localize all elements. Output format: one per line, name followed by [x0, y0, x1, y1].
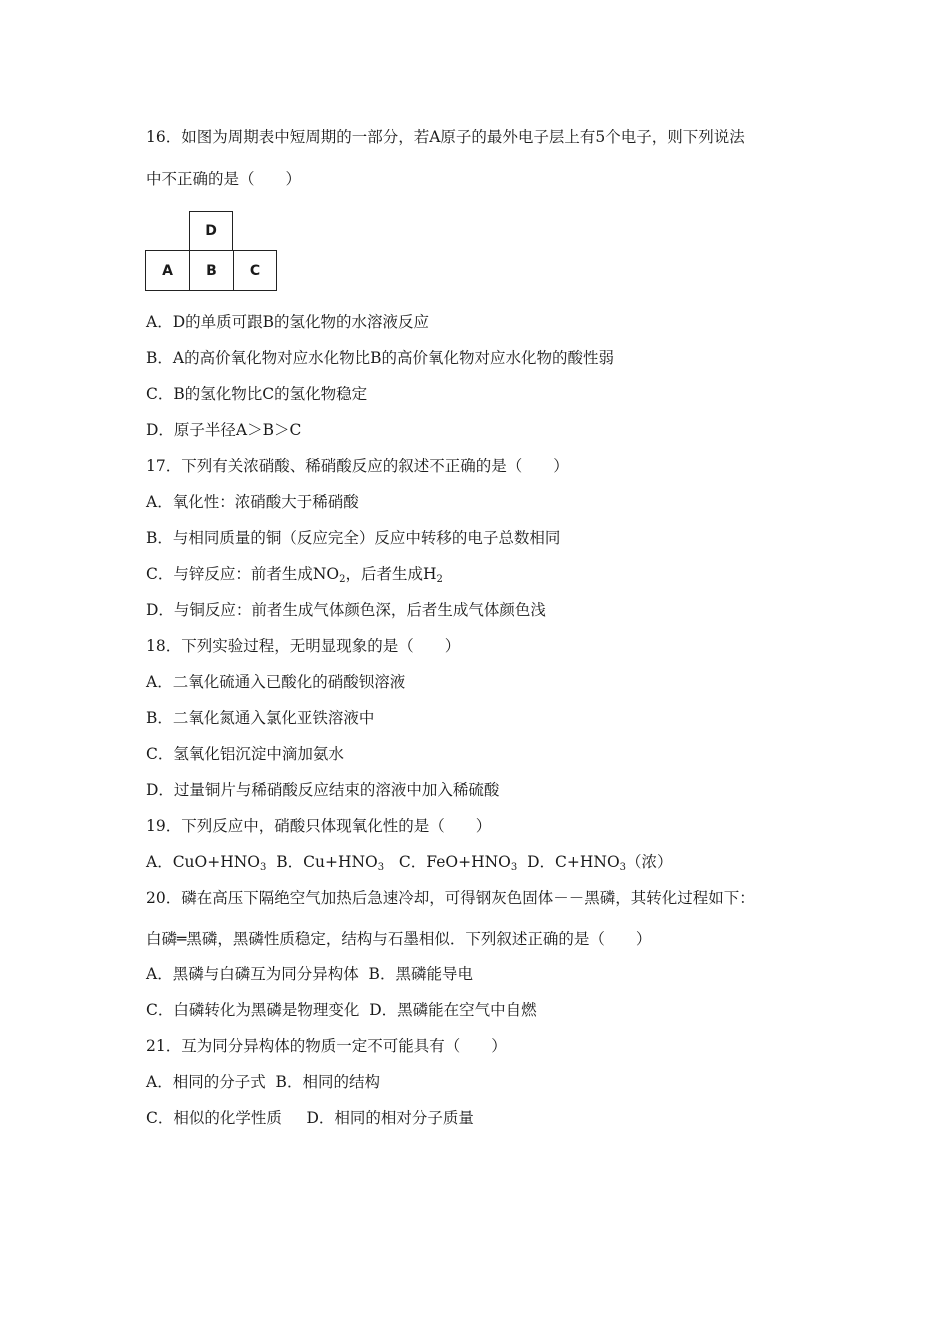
q18-option-c: C．氢氧化铝沉淀中滴加氨水 — [146, 745, 344, 763]
q19-opt-c: C．FeO+HNO — [384, 853, 511, 871]
q21-stem: 21．互为同分异构体的物质一定不可能具有（ ） — [146, 1037, 507, 1055]
q20-stem-line2: 白磷═黑磷，黑磷性质稳定，结构与石墨相似．下列叙述正确的是（ ） — [146, 930, 652, 948]
q19-stem: 19．下列反应中，硝酸只体现氧化性的是（ ） — [146, 817, 492, 835]
q19-sub-c: 3 — [510, 862, 518, 873]
q17-c-sub-2: 2 — [436, 574, 443, 585]
cell-c: C — [233, 250, 277, 291]
q16-option-c: C．B的氢化物比C的氢化物稳定 — [146, 385, 368, 403]
q19-opt-b: B．Cu+HNO — [266, 853, 378, 871]
q19-sub-a: 3 — [260, 862, 267, 873]
q19-opt-d: D．C+HNO — [517, 853, 620, 871]
q16-option-b: B．A的高价氧化物对应水化物比B的高价氧化物对应水化物的酸性弱 — [146, 349, 614, 367]
q16-option-d: D．原子半径A＞B＞C — [146, 421, 302, 439]
q18-option-d: D．过量铜片与稀硝酸反应结束的溶液中加入稀硫酸 — [146, 781, 500, 799]
q21-options-cd: C．相似的化学性质 D．相同的相对分子质量 — [146, 1109, 474, 1127]
q19-opt-a: A．CuO+HNO — [146, 853, 261, 871]
q19-options — [146, 852, 673, 872]
q16-stem-line1: 16．如图为周期表中短周期的一部分，若A原子的最外电子层上有5个电子，则下列说法 — [146, 128, 745, 146]
q18-option-b: B．二氧化氮通入氯化亚铁溶液中 — [146, 709, 375, 727]
q20-options-cd: C．白磷转化为黑磷是物理变化 D．黑磷能在空气中自燃 — [146, 1001, 537, 1019]
q19-opt-d-suffix: （浓） — [626, 853, 673, 871]
q17-c-sub-1: 2 — [339, 574, 346, 585]
q16-stem-line2: 中不正确的是（ ） — [146, 170, 302, 188]
q20-options-ab: A．黑磷与白磷互为同分异构体 B．黑磷能导电 — [146, 965, 473, 983]
q20-stem-line1: 20．磷在高压下隔绝空气加热后急速冷却，可得钢灰色固体－－黑磷，其转化过程如下： — [146, 889, 755, 907]
q17-c-text-2: ，后者生成H — [345, 565, 437, 583]
q19-sub-b: 3 — [377, 862, 385, 873]
q17-c-text-1: C．与锌反应：前者生成NO — [146, 565, 340, 583]
q17-option-a: A．氧化性：浓硝酸大于稀硝酸 — [146, 493, 359, 511]
periodic-table-fragment — [145, 211, 277, 291]
q18-option-a: A．二氧化硫通入已酸化的硝酸钡溶液 — [146, 673, 406, 691]
q18-stem: 18．下列实验过程，无明显现象的是（ ） — [146, 637, 461, 655]
cell-a: A — [145, 250, 190, 291]
q17-option-b: B．与相同质量的铜（反应完全）反应中转移的电子总数相同 — [146, 529, 561, 547]
q19-sub-d: 3 — [619, 862, 627, 873]
cell-d: D — [189, 211, 233, 251]
q17-stem: 17．下列有关浓硝酸、稀硝酸反应的叙述不正确的是（ ） — [146, 457, 569, 475]
q16-option-a: A．D的单质可跟B的氢化物的水溶液反应 — [146, 313, 430, 331]
q21-options-ab: A．相同的分子式 B．相同的结构 — [146, 1073, 380, 1091]
q17-option-c — [146, 564, 443, 584]
cell-b: B — [189, 250, 234, 291]
q17-option-d: D．与铜反应：前者生成气体颜色深，后者生成气体颜色浅 — [146, 601, 546, 619]
